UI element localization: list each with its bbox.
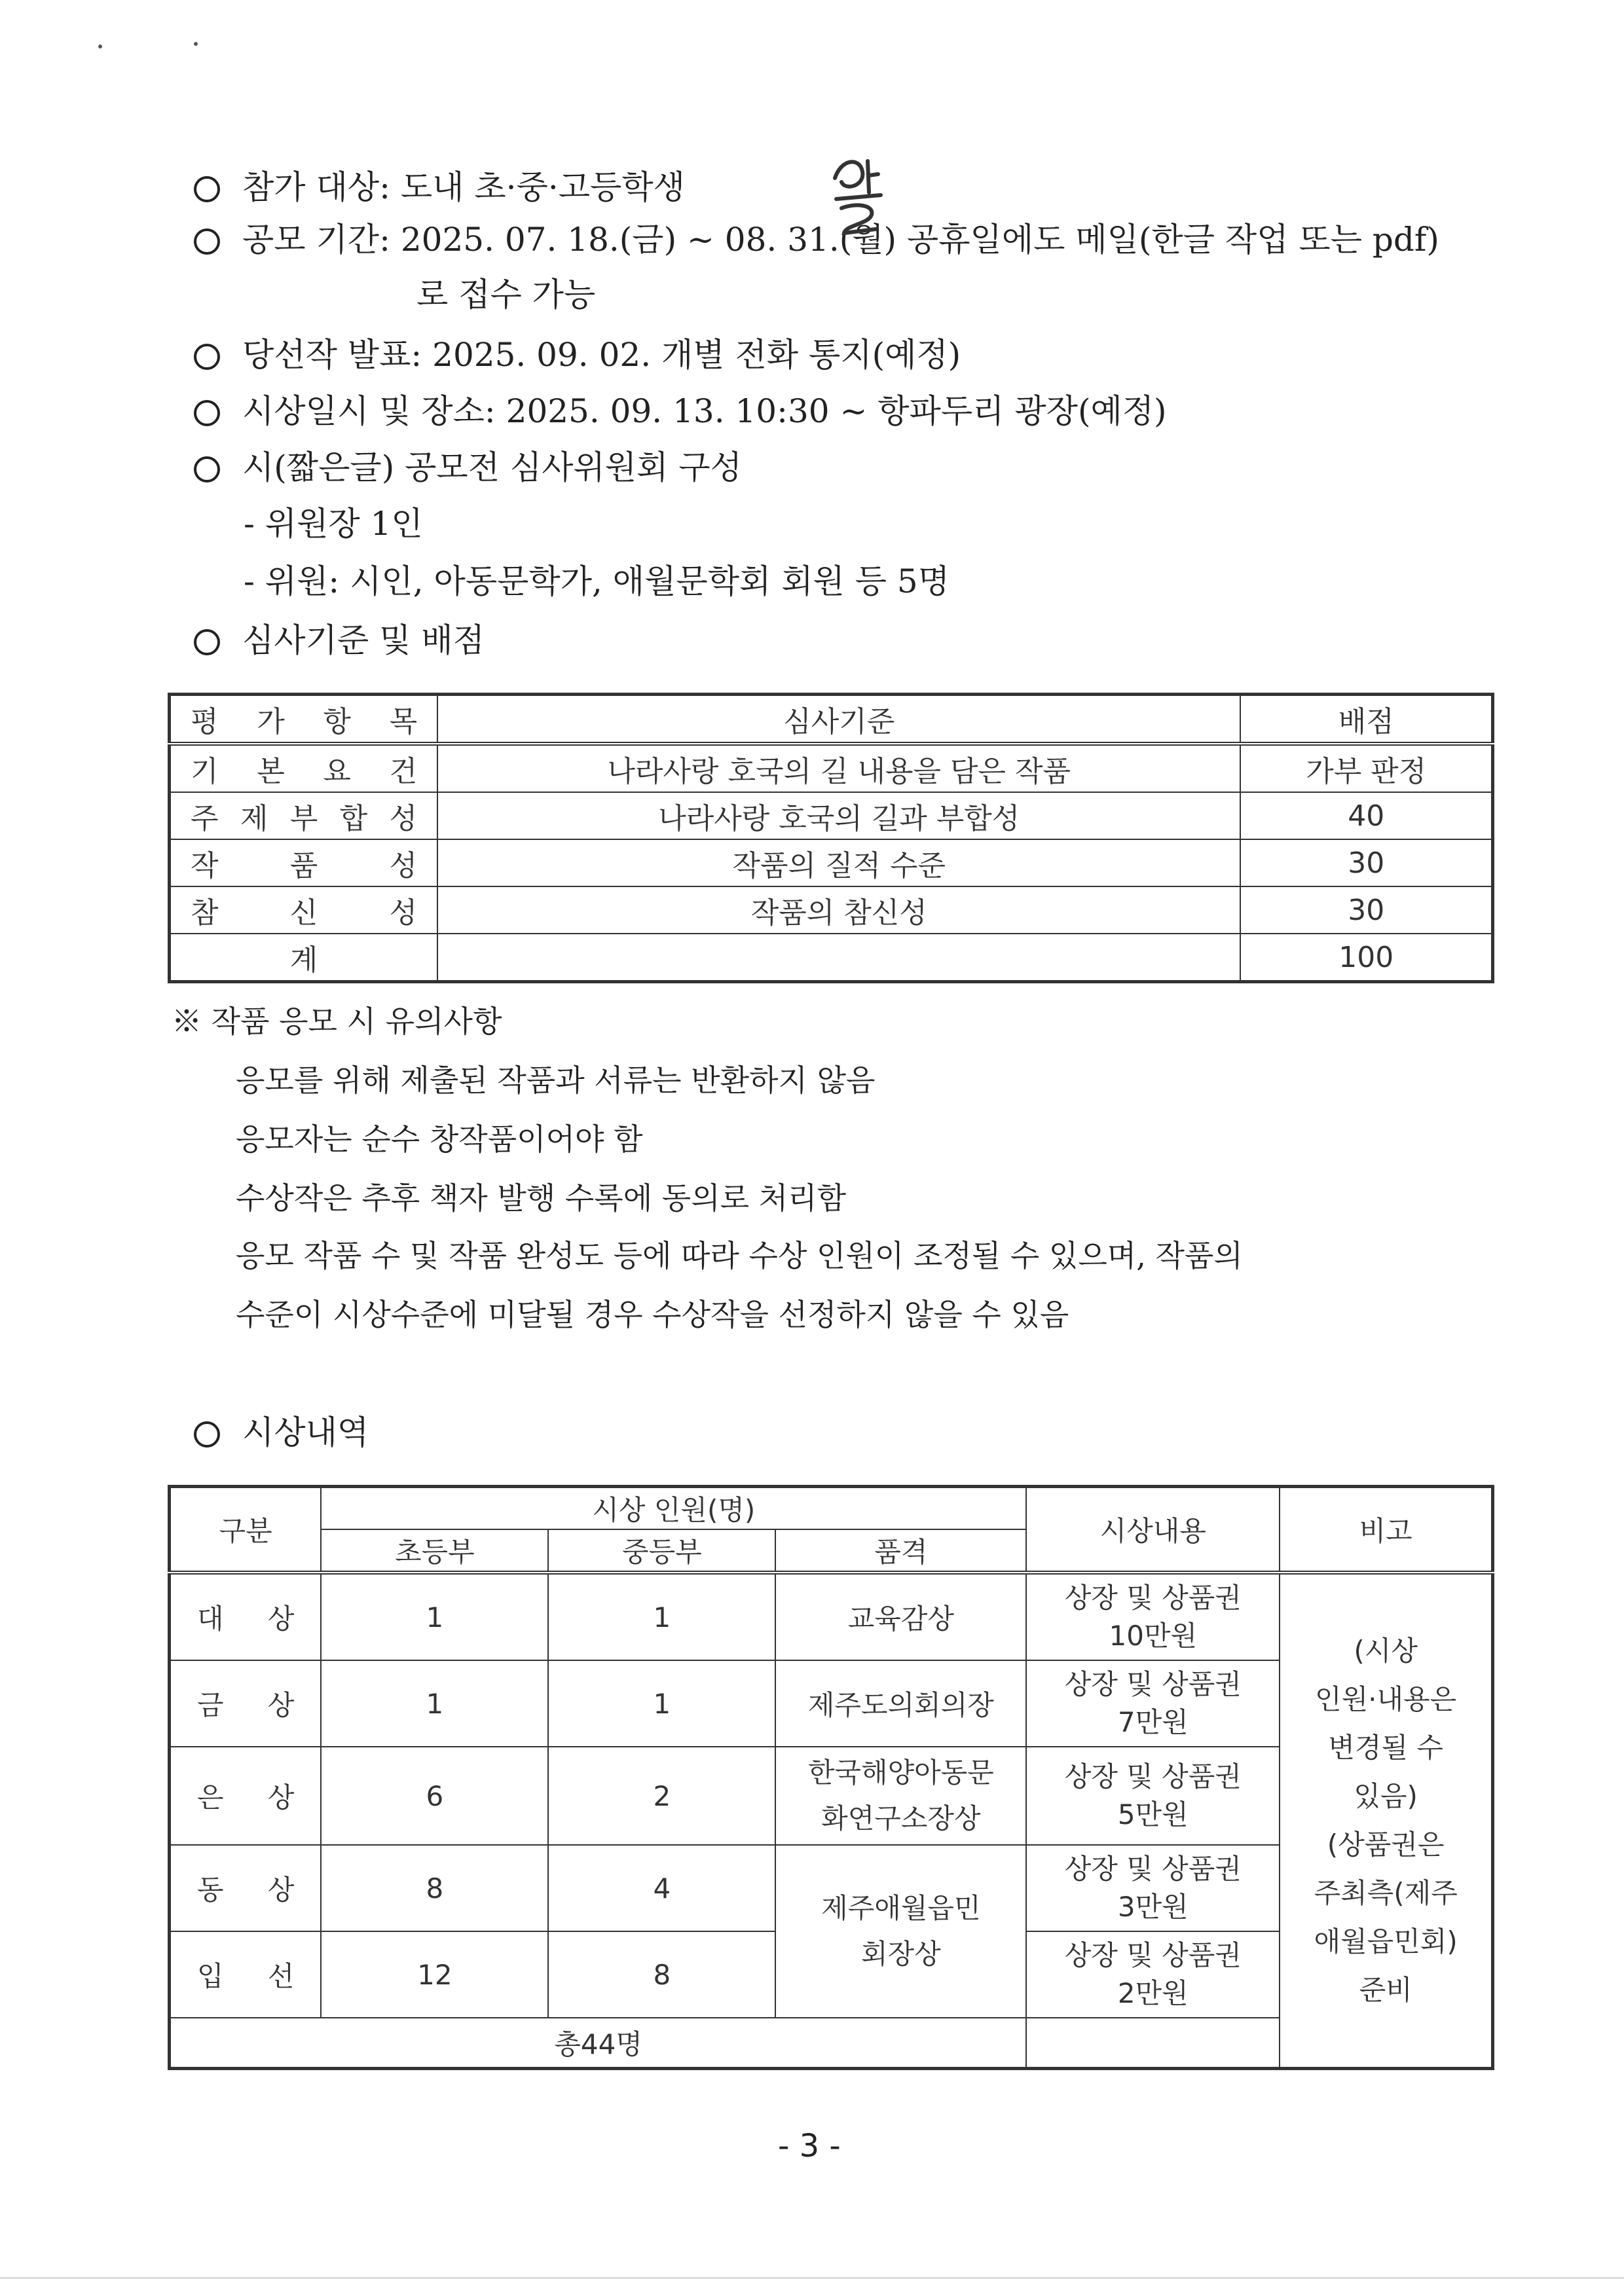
awards-heading: 시상내역 bbox=[194, 1413, 369, 1452]
header-item bbox=[170, 695, 438, 744]
table-total-row bbox=[170, 934, 1493, 982]
circle-bullet-icon bbox=[194, 400, 220, 426]
elementary-count: 12 bbox=[321, 1931, 548, 2018]
middle-count: 4 bbox=[548, 1845, 775, 1931]
total-empty bbox=[437, 934, 1240, 982]
awards-total: 총44명 bbox=[170, 2018, 1027, 2069]
award-name: 은 상 bbox=[170, 1747, 322, 1845]
circle-bullet-icon bbox=[194, 176, 220, 202]
row-criterion: 나라사랑 호국의 길 내용을 담은 작품 bbox=[437, 744, 1240, 792]
header-elementary: 초등부 bbox=[321, 1529, 548, 1573]
circle-bullet-icon bbox=[194, 1421, 220, 1448]
row-score: 40 bbox=[1240, 792, 1492, 839]
announcement-item: 당선작 발표: 2025. 09. 02. 개별 전화 통지(예정) bbox=[194, 335, 961, 374]
note-line: 응모를 위해 제출된 작품과 서류는 반환하지 않음 bbox=[236, 1063, 876, 1098]
table-row bbox=[170, 744, 1493, 792]
award-name: 금 상 bbox=[170, 1660, 322, 1747]
row-item: 작 품 성 bbox=[170, 839, 438, 886]
award-rank: 교육감상 bbox=[775, 1573, 1026, 1660]
header-category: 구분 bbox=[170, 1487, 322, 1573]
circle-bullet-icon bbox=[194, 456, 220, 483]
header-middle: 중등부 bbox=[548, 1529, 775, 1573]
row-criterion: 작품의 질적 수준 bbox=[437, 839, 1240, 886]
awards-table bbox=[168, 1485, 1494, 2070]
award-content: 상장 및 상품권 3만원 bbox=[1026, 1845, 1280, 1931]
row-score: 30 bbox=[1240, 839, 1492, 886]
award-name: 대 상 bbox=[170, 1573, 322, 1660]
table-header-row bbox=[170, 695, 1493, 744]
row-item: 주 제 부 합 성 bbox=[170, 792, 438, 839]
row-score: 30 bbox=[1240, 886, 1492, 934]
row-item: 참 신 성 bbox=[170, 886, 438, 934]
period-item-continued: 로 접수 가능 bbox=[416, 276, 596, 314]
table-header-row bbox=[170, 1487, 1493, 1530]
header-score: 배점 bbox=[1240, 695, 1492, 744]
circle-bullet-icon bbox=[194, 344, 220, 370]
middle-count: 8 bbox=[548, 1931, 775, 2018]
scan-speck bbox=[98, 45, 102, 48]
header-criterion: 심사기준 bbox=[437, 695, 1240, 744]
header-count-group: 시상 인원(명) bbox=[321, 1487, 1026, 1530]
ceremony-item: 시상일시 및 장소: 2025. 09. 13. 10:30 ~ 항파두리 광장(예정) bbox=[194, 392, 1167, 431]
committee-members: - 위원: 시인, 아동문학가, 애월문학회 회원 등 5명 bbox=[244, 562, 950, 600]
awards-note: (시상 인원·내용은 변경될 수 있음) (상품권은 주최측(제주 애월읍민회) 준비 bbox=[1280, 1573, 1492, 2069]
header-content: 시상내용 bbox=[1026, 1487, 1280, 1573]
award-rank-shared: 제주애월읍민 회장상 bbox=[775, 1845, 1026, 2018]
note-line: 응모자는 순수 창작품이어야 함 bbox=[236, 1121, 643, 1157]
table-row bbox=[170, 886, 1493, 934]
criteria-table bbox=[168, 693, 1494, 983]
row-criterion: 나라사랑 호국의 길과 부합성 bbox=[437, 792, 1240, 839]
handwritten-correction-mark bbox=[828, 152, 887, 237]
award-rank: 제주도의회의장 bbox=[775, 1660, 1026, 1747]
table-row bbox=[170, 839, 1493, 886]
header-note: 비고 bbox=[1280, 1487, 1492, 1573]
award-content: 상장 및 상품권 7만원 bbox=[1026, 1660, 1280, 1747]
table-row bbox=[170, 1573, 1493, 1660]
award-content: 상장 및 상품권 5만원 bbox=[1026, 1747, 1280, 1845]
award-rank: 한국해양아동문 화연구소장상 bbox=[775, 1747, 1026, 1845]
note-line: 응모 작품 수 및 작품 완성도 등에 따라 수상 인원이 조정될 수 있으며, 작품의 bbox=[236, 1238, 1243, 1273]
criteria-heading: 심사기준 및 배점 bbox=[194, 621, 485, 660]
committee-item: 시(짧은글) 공모전 심사위원회 구성 bbox=[194, 448, 742, 487]
note-line: 수상작은 추후 책자 발행 수록에 동의로 처리함 bbox=[236, 1180, 847, 1216]
award-name: 입 선 bbox=[170, 1931, 322, 2018]
notes-heading: ※ 작품 응모 시 유의사항 bbox=[172, 1004, 502, 1039]
scan-edge-line bbox=[0, 2277, 1624, 2279]
elementary-count: 1 bbox=[321, 1660, 548, 1747]
award-content: 상장 및 상품권 10만원 bbox=[1026, 1573, 1280, 1660]
committee-chair: - 위원장 1인 bbox=[244, 505, 423, 543]
circle-bullet-icon bbox=[194, 629, 220, 655]
total-label: 계 bbox=[170, 934, 438, 982]
middle-count: 2 bbox=[548, 1747, 775, 1845]
row-score: 가부 판정 bbox=[1240, 744, 1492, 792]
award-name: 동 상 bbox=[170, 1845, 322, 1931]
elementary-count: 1 bbox=[321, 1573, 548, 1660]
award-content: 상장 및 상품권 2만원 bbox=[1026, 1931, 1280, 2018]
table-row bbox=[170, 792, 1493, 839]
row-item: 기 본 요 건 bbox=[170, 744, 438, 792]
awards-total-empty bbox=[1026, 2018, 1280, 2069]
elementary-count: 6 bbox=[321, 1747, 548, 1845]
elementary-count: 8 bbox=[321, 1845, 548, 1931]
participants-item: 참가 대상: 도내 초·중·고등학생 bbox=[194, 168, 685, 207]
total-score: 100 bbox=[1240, 934, 1492, 982]
header-item-spaced: 평 가 항 목 bbox=[191, 705, 418, 738]
circle-bullet-icon bbox=[194, 228, 220, 255]
middle-count: 1 bbox=[548, 1573, 775, 1660]
period-item: 공모 기간: 2025. 07. 18.(금) ~ 08. 31.(월) 공휴일에도 메일(한글 작업 또는 pdf) bbox=[194, 220, 1439, 259]
page-number: - 3 - bbox=[778, 2128, 841, 2164]
row-criterion: 작품의 참신성 bbox=[437, 886, 1240, 934]
note-line: 수준이 시상수준에 미달될 경우 수상작을 선정하지 않을 수 있음 bbox=[236, 1297, 1069, 1332]
header-rank: 품격 bbox=[775, 1529, 1026, 1573]
middle-count: 1 bbox=[548, 1660, 775, 1747]
scan-speck bbox=[194, 42, 198, 46]
